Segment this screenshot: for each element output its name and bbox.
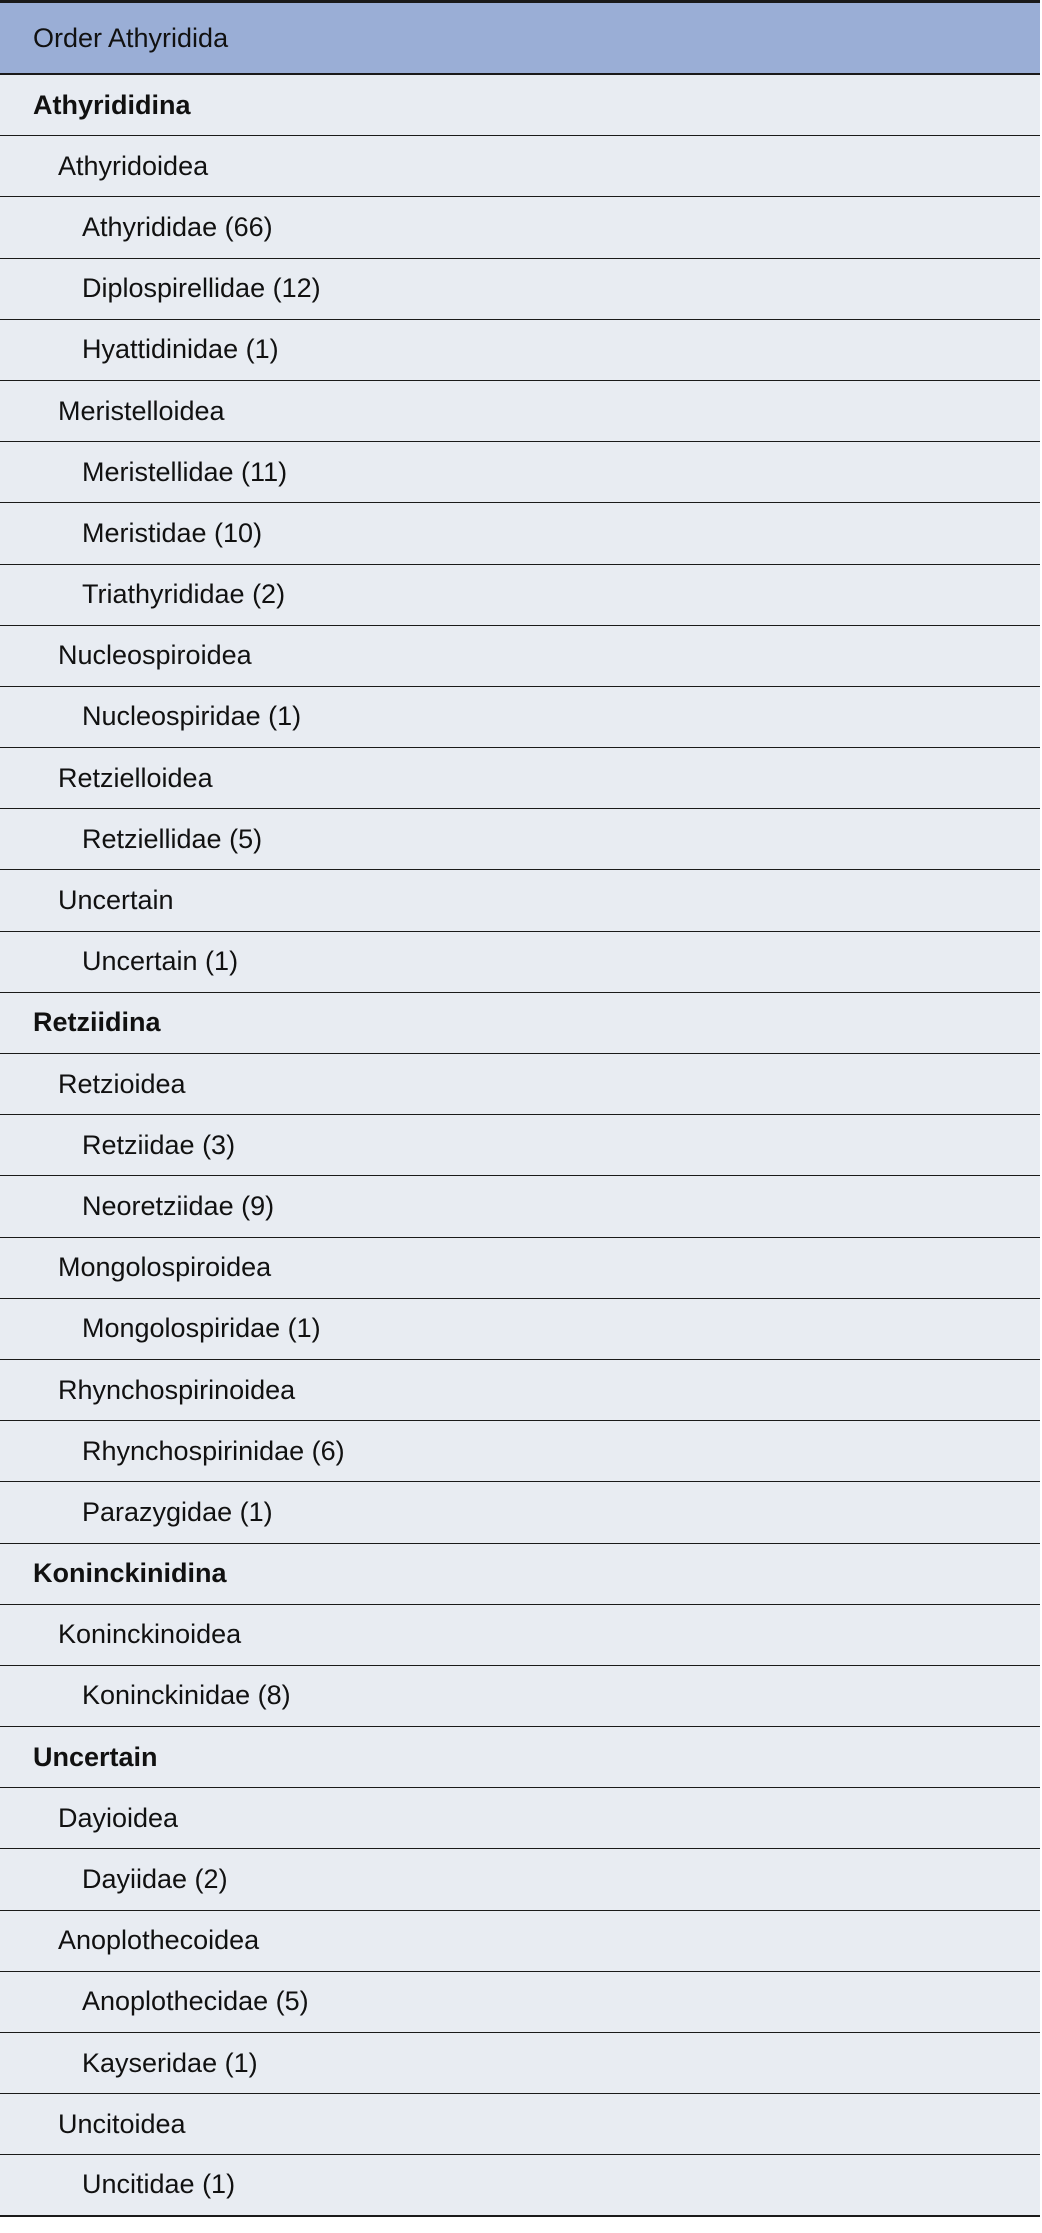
superfamily-label: Athyridoidea [58,150,209,181]
family-label: Triathyrididae (2) [82,579,286,610]
table-row-family [0,320,1040,381]
family-label: Parazygidae (1) [82,1496,273,1527]
table-row-suborder [0,1727,1040,1788]
table-row-superfamily [0,1911,1040,1972]
table-row-superfamily [0,136,1040,197]
family-label: Koninckinidae (8) [82,1680,291,1711]
family-label: Kayseridae (1) [82,2047,258,2078]
superfamily-label: Dayioidea [58,1802,179,1833]
family-label: Nucleospiridae (1) [82,701,302,732]
table-row-superfamily [0,1788,1040,1849]
table-row-superfamily [0,748,1040,809]
table-row-suborder [0,75,1040,136]
family-label: Retziidae (3) [82,1129,236,1160]
superfamily-label: Koninckinoidea [58,1619,242,1650]
family-label: Anoplothecidae (5) [82,1986,309,2017]
table-row-family [0,1115,1040,1176]
table-row-family [0,932,1040,993]
family-label: Hyattidinidae (1) [82,334,279,365]
family-label: Uncertain (1) [82,946,239,977]
superfamily-label: Anoplothecoidea [58,1925,260,1956]
family-label: Mongolospiridae (1) [82,1313,321,1344]
table-row-family [0,442,1040,503]
family-label: Meristellidae (11) [82,456,288,487]
suborder-label: Koninckinidina [33,1558,227,1589]
superfamily-label: Retzioidea [58,1068,186,1099]
superfamily-label: Retzielloidea [58,762,213,793]
table-row-family [0,1176,1040,1237]
table-body [0,75,1040,2217]
family-label: Meristidae (10) [82,517,263,548]
superfamily-label: Uncertain [58,885,174,916]
table-row-family [0,259,1040,320]
table-row-family [0,809,1040,870]
table-row-superfamily [0,1054,1040,1115]
table-row-suborder [0,1544,1040,1605]
table-row-family [0,687,1040,748]
table-row-superfamily [0,626,1040,687]
family-label: Athyrididae (66) [82,211,273,242]
superfamily-label: Uncitoidea [58,2108,186,2139]
table-row-family [0,2155,1040,2216]
table-row-family [0,565,1040,626]
table-row-family [0,1666,1040,1727]
suborder-label: Uncertain [33,1741,158,1772]
table-row-suborder [0,993,1040,1054]
table-row-family [0,1421,1040,1482]
table-row-family [0,503,1040,564]
table-row-family [0,1972,1040,2033]
table-row-superfamily [0,1605,1040,1666]
family-label: Retziellidae (5) [82,823,263,854]
table-row-superfamily [0,2094,1040,2155]
superfamily-label: Mongolospiroidea [58,1252,272,1283]
table-row-family [0,197,1040,258]
suborder-label: Athyrididina [33,89,191,120]
table-row-superfamily [0,1238,1040,1299]
table-row-family [0,1299,1040,1360]
table-header [0,3,1040,75]
family-label: Diplospirellidae (12) [82,273,321,304]
table-row-family [0,1849,1040,1910]
family-label: Neoretziidae (9) [82,1190,275,1221]
table-row-family [0,1482,1040,1543]
family-label: Rhynchospirinidae (6) [82,1435,345,1466]
family-label: Dayiidae (2) [82,1864,228,1895]
superfamily-label: Rhynchospirinoidea [58,1374,296,1405]
family-label: Uncitidae (1) [82,2169,236,2200]
table-header-label: Order Athyridida [33,22,229,53]
superfamily-label: Meristelloidea [58,395,225,426]
table-row-superfamily [0,870,1040,931]
table-row-family [0,2033,1040,2094]
table-row-superfamily [0,1360,1040,1421]
table-row-superfamily [0,381,1040,442]
suborder-label: Retziidina [33,1007,161,1038]
superfamily-label: Nucleospiroidea [58,640,252,671]
